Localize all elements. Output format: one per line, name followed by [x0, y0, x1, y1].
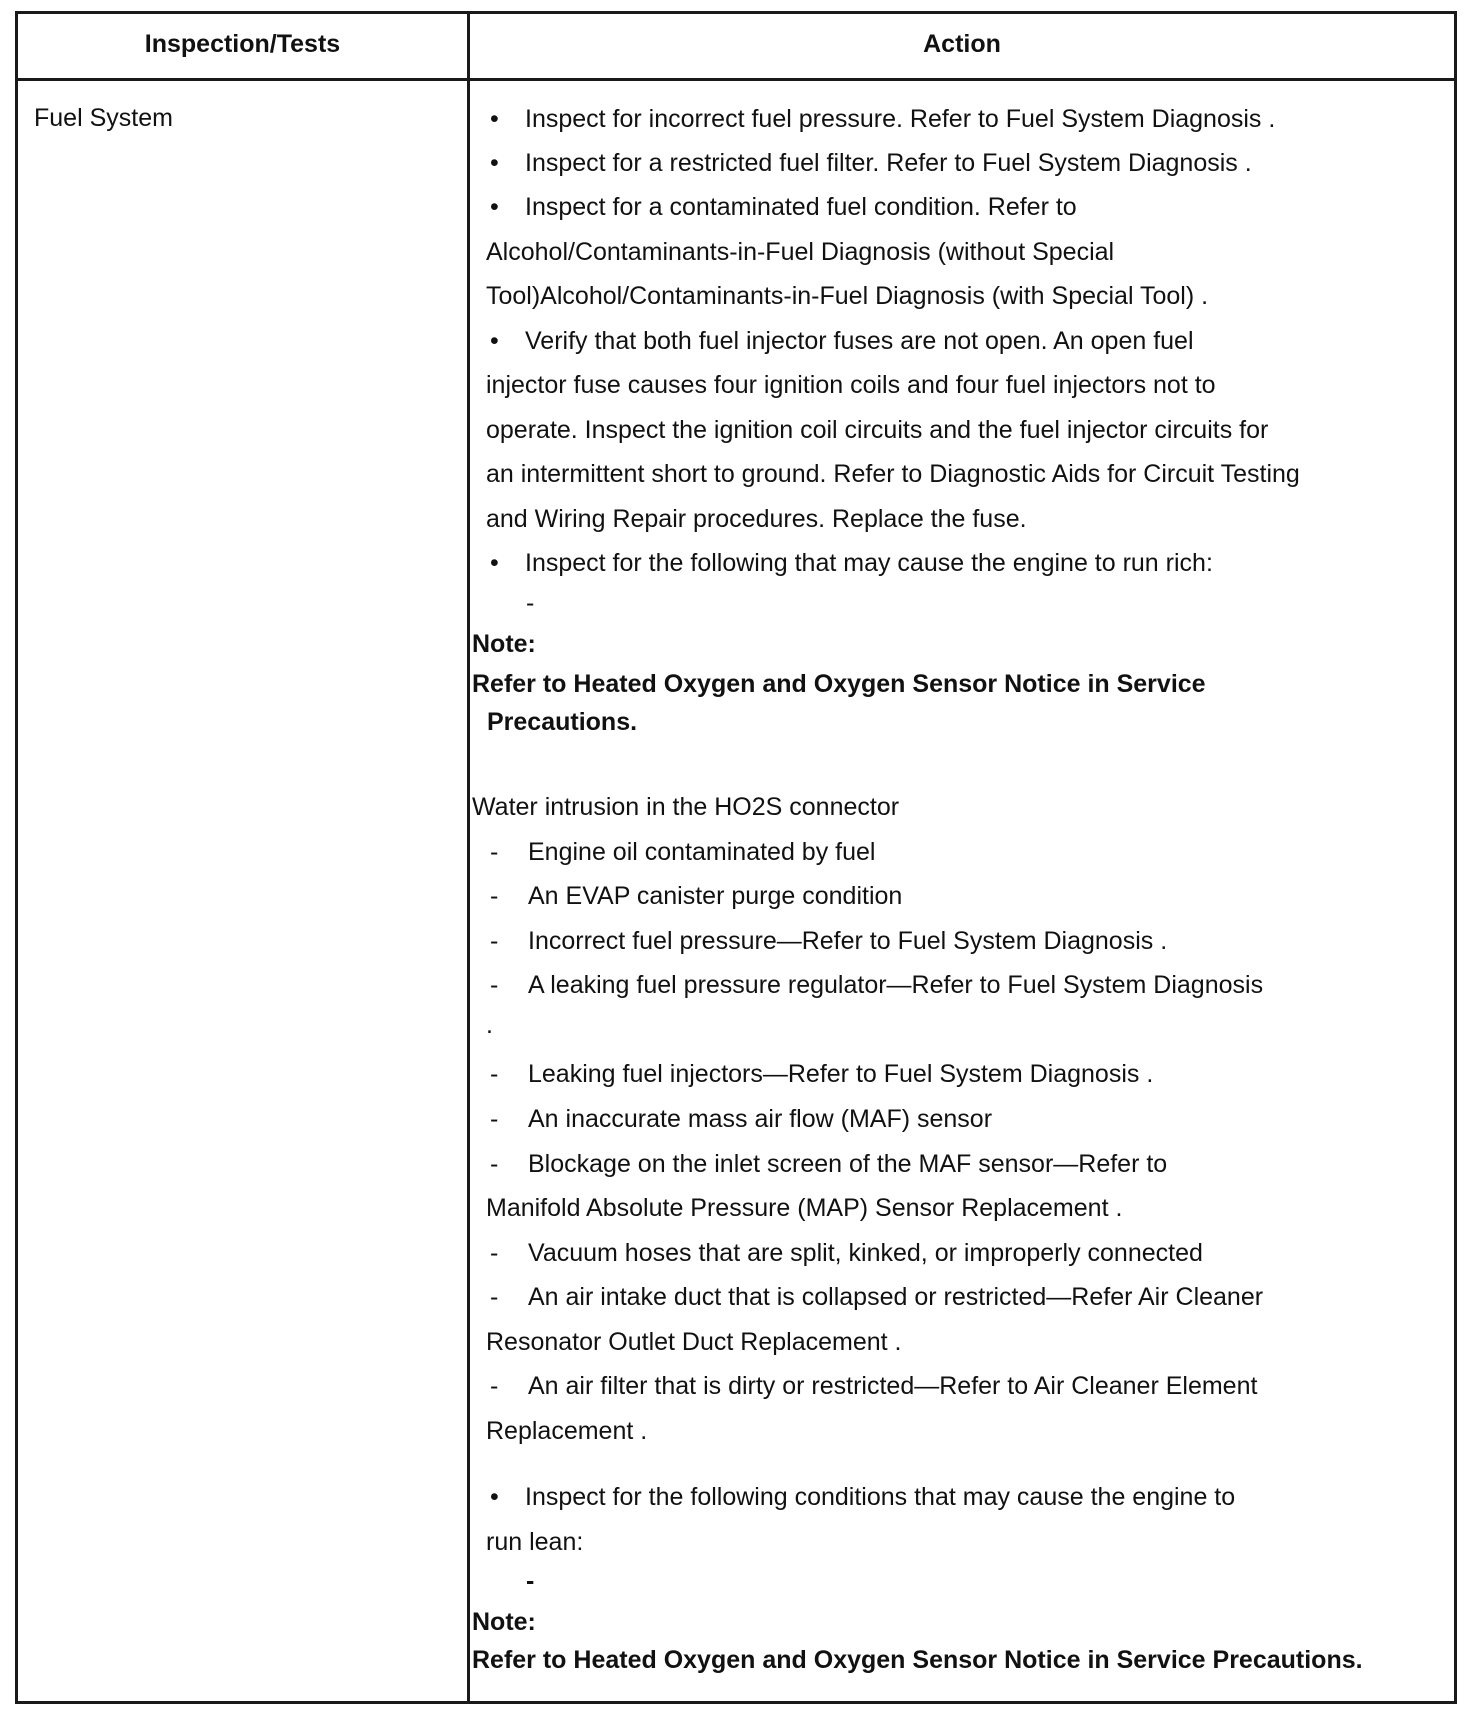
action-line: Resonator Outlet Duct Replacement .: [486, 1328, 902, 1356]
action-line: Tool)Alcohol/Contaminants-in-Fuel Diagnosis (with Special Tool) .: [486, 282, 1209, 310]
dash-marker: -: [526, 1567, 535, 1595]
action-line: An EVAP canister purge condition: [528, 882, 903, 910]
bullet-marker: •: [490, 1483, 499, 1511]
dash-marker: -: [526, 589, 535, 617]
action-line: Manifold Absolute Pressure (MAP) Sensor Replacement .: [486, 1194, 1123, 1222]
action-line: injector fuse causes four ignition coils and four fuel injectors not to: [486, 371, 1216, 399]
action-line: An air intake duct that is collapsed or restricted—Refer Air Cleaner: [528, 1283, 1264, 1311]
action-line: Vacuum hoses that are split, kinked, or improperly connected: [528, 1239, 1203, 1267]
action-line: An inaccurate mass air flow (MAF) sensor: [528, 1105, 993, 1133]
action-line: operate. Inspect the ignition coil circuits and the fuel injector circuits for: [486, 416, 1269, 444]
action-line: Inspect for the following conditions that may cause the engine to: [525, 1483, 1236, 1511]
action-line: Inspect for a restricted fuel filter. Refer to Fuel System Diagnosis .: [525, 149, 1252, 177]
dash-marker: -: [490, 1150, 499, 1178]
dash-marker: -: [490, 1105, 499, 1133]
trailing-period: .: [486, 1011, 493, 1039]
dash-marker: -: [490, 1239, 499, 1267]
dash-marker: -: [490, 838, 499, 866]
bullet-marker: •: [490, 105, 499, 133]
action-line: an intermittent short to ground. Refer to Diagnostic Aids for Circuit Testing: [486, 460, 1300, 488]
note-label: Note:: [472, 1608, 536, 1636]
action-line: Inspect for the following that may cause the engine to run rich:: [525, 549, 1213, 577]
action-line: Replacement .: [486, 1417, 648, 1445]
action-line: Engine oil contaminated by fuel: [528, 838, 876, 866]
dash-marker: -: [490, 927, 499, 955]
header-action: Action: [923, 30, 1001, 58]
action-line: Leaking fuel injectors—Refer to Fuel System Diagnosis .: [528, 1060, 1154, 1088]
bullet-marker: •: [490, 149, 499, 177]
action-line: Verify that both fuel injector fuses are not open. An open fuel: [525, 327, 1194, 355]
dash-marker: -: [490, 1283, 499, 1311]
note-label: Note:: [472, 630, 536, 658]
action-line: Inspect for incorrect fuel pressure. Refer to Fuel System Diagnosis .: [525, 105, 1276, 133]
header-inspection-tests: Inspection/Tests: [144, 30, 341, 58]
dash-marker: -: [490, 1372, 499, 1400]
bullet-marker: •: [490, 193, 499, 221]
inspection-cell-fuel-system: Fuel System: [34, 104, 173, 132]
bullet-marker: •: [490, 327, 499, 355]
action-line: Inspect for a contaminated fuel condition. Refer to: [525, 193, 1077, 221]
dash-marker: -: [490, 971, 499, 999]
dash-marker: -: [490, 882, 499, 910]
action-line: An air filter that is dirty or restricted—Refer to Air Cleaner Element: [528, 1372, 1258, 1400]
header-divider: [15, 78, 1457, 81]
action-line: Water intrusion in the HO2S connector: [472, 793, 900, 821]
action-line: and Wiring Repair procedures. Replace the fuse.: [486, 505, 1027, 533]
action-line: Incorrect fuel pressure—Refer to Fuel System Diagnosis .: [528, 927, 1168, 955]
dash-marker: -: [490, 1060, 499, 1088]
action-line: run lean:: [486, 1528, 584, 1556]
note-text: Refer to Heated Oxygen and Oxygen Sensor Notice in Service Precautions.: [472, 1646, 1363, 1674]
column-divider: [467, 11, 470, 1704]
action-line: Alcohol/Contaminants-in-Fuel Diagnosis (without Special: [486, 238, 1115, 266]
action-line: A leaking fuel pressure regulator—Refer to Fuel System Diagnosis: [528, 971, 1264, 999]
note-text: Refer to Heated Oxygen and Oxygen Sensor Notice in Service: [472, 670, 1206, 698]
bullet-marker: •: [490, 549, 499, 577]
action-line: Blockage on the inlet screen of the MAF sensor—Refer to: [528, 1150, 1168, 1178]
note-text: Precautions.: [487, 708, 638, 736]
